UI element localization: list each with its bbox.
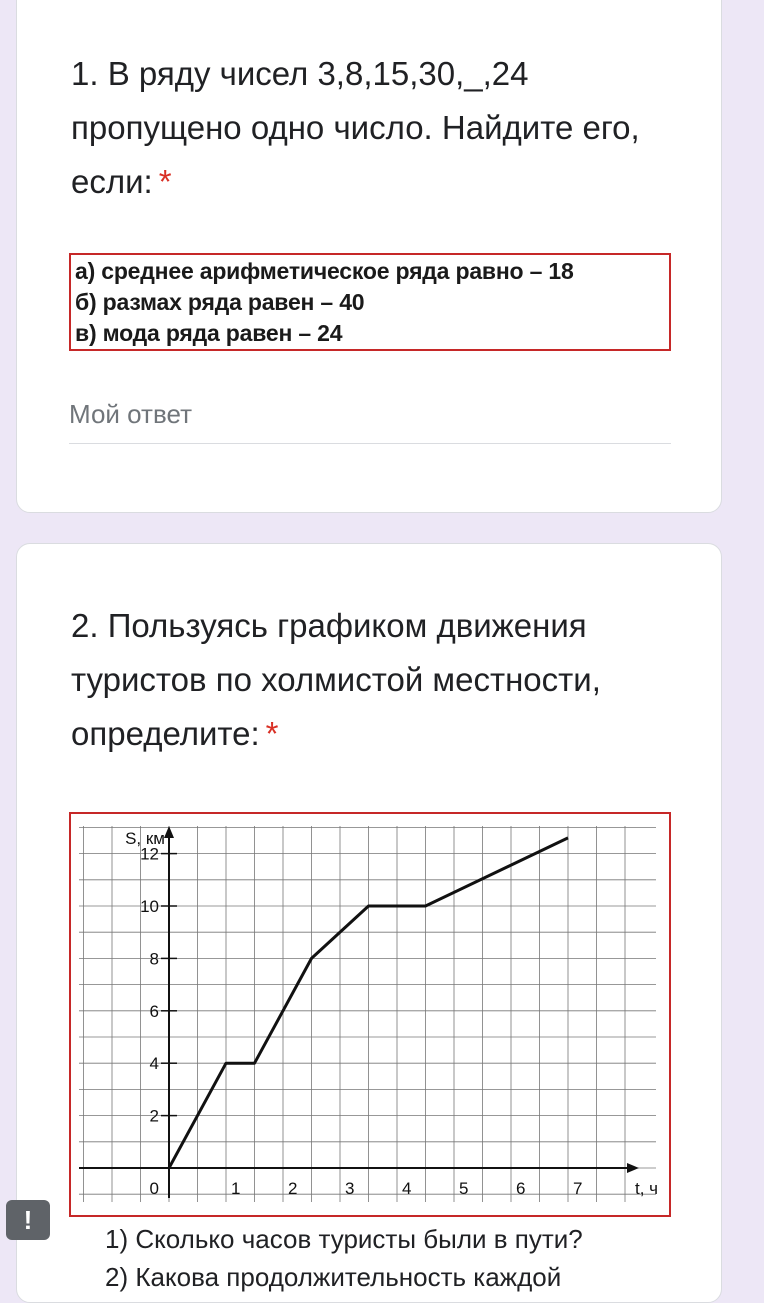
x-tick-label: 0: [149, 1179, 159, 1198]
y-tick-label: 8: [149, 949, 159, 969]
y-tick-label: 2: [149, 1106, 159, 1126]
distance-time-chart: [71, 814, 669, 1215]
x-tick-label: 7: [573, 1179, 583, 1198]
y-tick-label: 6: [149, 1001, 159, 1021]
question-1-image: [69, 253, 671, 351]
x-tick-label: 4: [402, 1179, 412, 1198]
question-2-title: 2. Пользуясь графиком движения туристов по холмистой местности, определите: *: [71, 607, 601, 752]
y-tick-label: 4: [149, 1054, 159, 1074]
subquestion-2: 2) Какова продолжительность каждой: [105, 1262, 562, 1292]
question-card-2: [16, 543, 722, 1303]
condition-b: б) размах ряда равен – 40: [75, 289, 365, 315]
x-axis-label: t, ч: [635, 1179, 659, 1198]
x-tick-label: 6: [516, 1179, 526, 1198]
subquestion-1: 1) Сколько часов туристы были в пути?: [105, 1224, 583, 1254]
x-tick-label: 5: [459, 1179, 469, 1198]
y-axis-label: S, км: [125, 829, 165, 848]
alert-icon[interactable]: !: [6, 1200, 50, 1240]
question-card-1: [16, 0, 722, 513]
y-tick-label: 12: [140, 844, 159, 864]
condition-a: а) среднее арифметическое ряда равно – 18: [75, 258, 574, 284]
x-tick-label: 3: [345, 1179, 355, 1198]
answer-input[interactable]: Мой ответ: [69, 399, 671, 444]
required-asterisk: *: [265, 715, 279, 752]
question-2-image: [69, 812, 671, 1217]
x-axis-arrow: [627, 1163, 639, 1173]
question-1-title: 1. В ряду чисел 3,8,15,30,_,24 пропущено одно число. Найдите его, если: *: [71, 55, 640, 200]
x-tick-label: 2: [288, 1179, 298, 1198]
x-tick-label: 1: [231, 1179, 241, 1198]
condition-c: в) мода ряда равен – 24: [75, 320, 343, 346]
y-tick-label: 10: [140, 897, 159, 916]
required-asterisk: *: [158, 163, 172, 200]
